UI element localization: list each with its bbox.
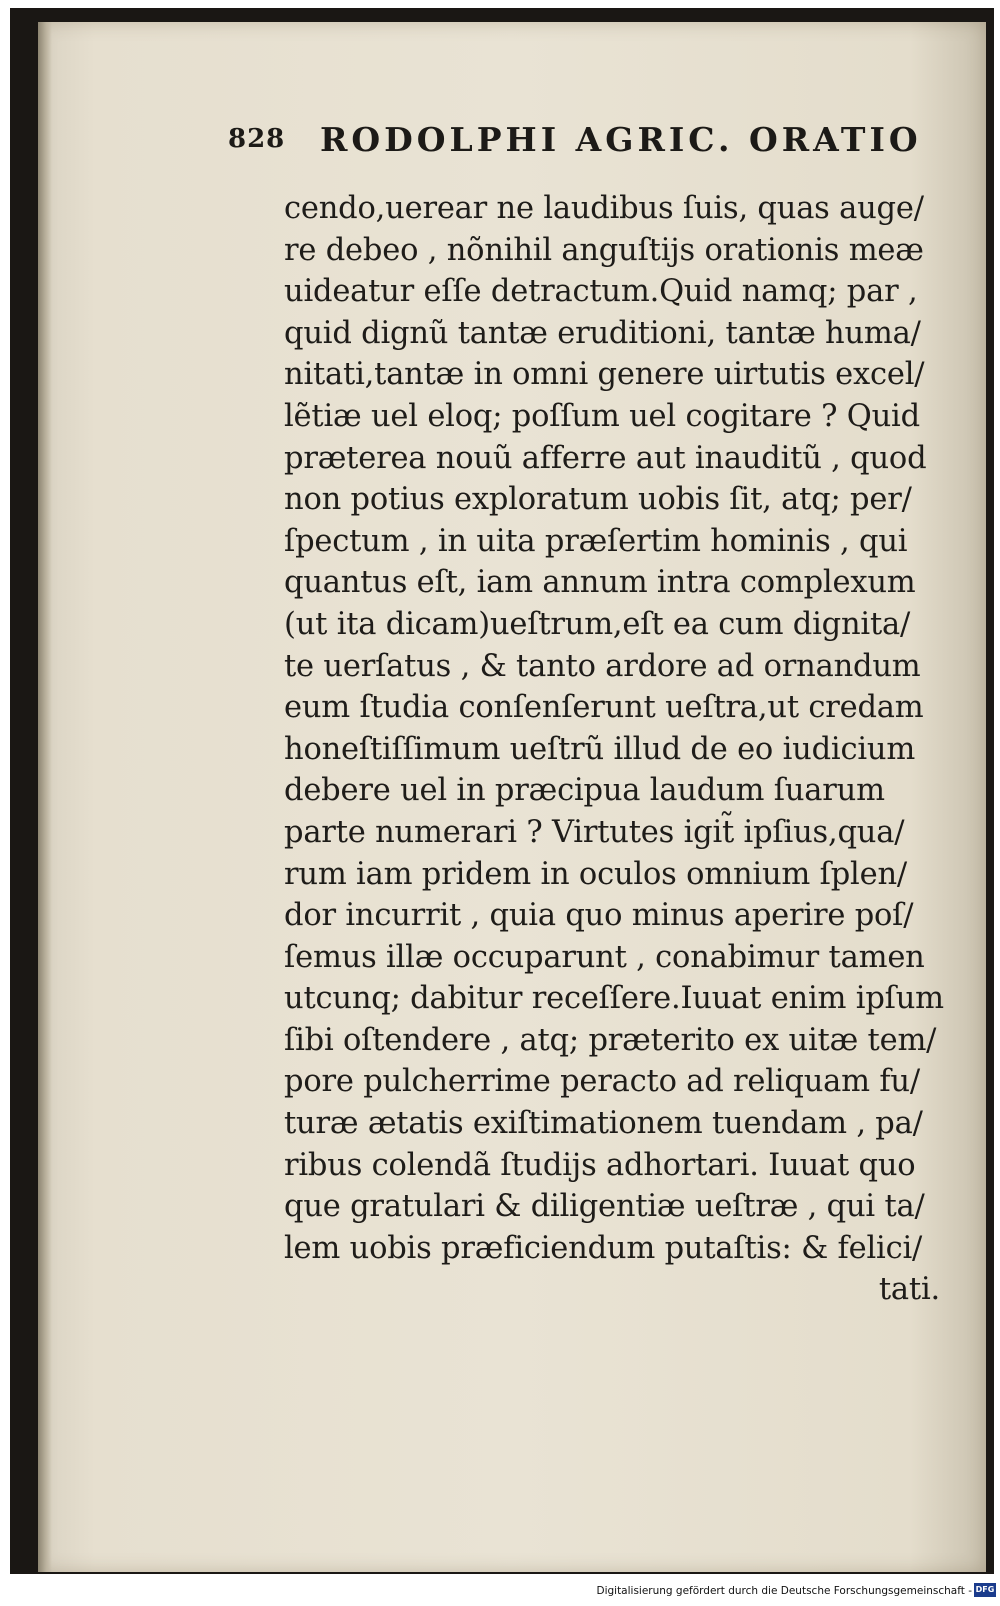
text-line: ſpectum , in uita præſertim hominis , qui: [284, 523, 908, 559]
book-binding: [10, 8, 994, 1574]
text-line: que gratulari & diligentiæ ueſtræ , qui ta/: [284, 1189, 925, 1225]
text-line: nitati,tantæ in omni genere uirtutis excel/: [284, 357, 925, 393]
text-line: præterea nouũ afferre aut inauditũ , quod: [284, 440, 927, 476]
text-line: rum iam pridem in oculos omnium ſplen/: [284, 856, 907, 892]
text-line: parte numerari ? Virtutes igit̃ ipſius,qua/: [284, 814, 905, 850]
text-line: utcunq; dabitur receſſere.Iuuat enim ipſum: [284, 981, 944, 1017]
funding-credit: Digitalisierung gefördert durch die Deutsche Forschungsgemeinschaft -: [596, 1585, 972, 1597]
text-line: cendo,uerear ne laudibus ſuis, quas auge/: [284, 191, 924, 226]
text-line: honeſtiſſimum ueſtrũ illud de eo iudicium: [284, 731, 916, 767]
text-line: te uerſatus , & tanto ardore ad ornandum: [284, 648, 921, 684]
book-page: [38, 22, 986, 1572]
text-line: uideatur eſſe detractum.Quid namq; par ,: [284, 274, 918, 310]
text-line: re debeo , nõnihil anguſtijs orationis meæ: [284, 232, 924, 268]
page-gutter: [38, 22, 52, 1572]
page-header: [228, 118, 948, 178]
text-line: lẽtiæ uel eloq; poſſum uel cogitare ? Quid: [284, 398, 920, 434]
text-line: lem uobis præficiendum putaſtis: & felici/: [284, 1230, 923, 1266]
text-line: dor incurrit , quia quo minus aperire poſ/: [284, 898, 914, 934]
text-line: ſemus illæ occuparunt , conabimur tamen: [284, 939, 925, 975]
text-line: quid dignũ tantæ eruditioni, tantæ huma/: [284, 315, 921, 351]
text-line: eum ſtudia conſenſerunt ueſtra,ut credam: [284, 690, 924, 726]
text-line: debere uel in præcipua laudum ſuarum: [284, 773, 885, 809]
page-number: 828: [228, 124, 286, 154]
text-line: ribus colendã ſtudijs adhortari. Iuuat quo: [284, 1147, 916, 1183]
dfg-logo-icon: DFG: [974, 1583, 996, 1597]
text-line: ſibi oſtendere , atq; præterito ex uitæ tem/: [284, 1022, 937, 1058]
body-text: [284, 188, 974, 1311]
footer-bar: [0, 1578, 1000, 1606]
text-line: quantus eſt, iam annum intra complexum: [284, 565, 916, 601]
text-line: (ut ita dicam)ueſtrum,eſt ea cum dignita/: [284, 606, 911, 642]
text-line-final: tati.: [878, 1272, 940, 1308]
text-line: turæ ætatis exiſtimationem tuendam , pa/: [284, 1106, 923, 1142]
text-line: non potius exploratum uobis ſit, atq; per/: [284, 482, 912, 518]
running-title: RODOLPHI AGRIC. ORATIO: [320, 120, 922, 159]
text-line: pore pulcherrime peracto ad reliquam fu/: [284, 1064, 920, 1100]
